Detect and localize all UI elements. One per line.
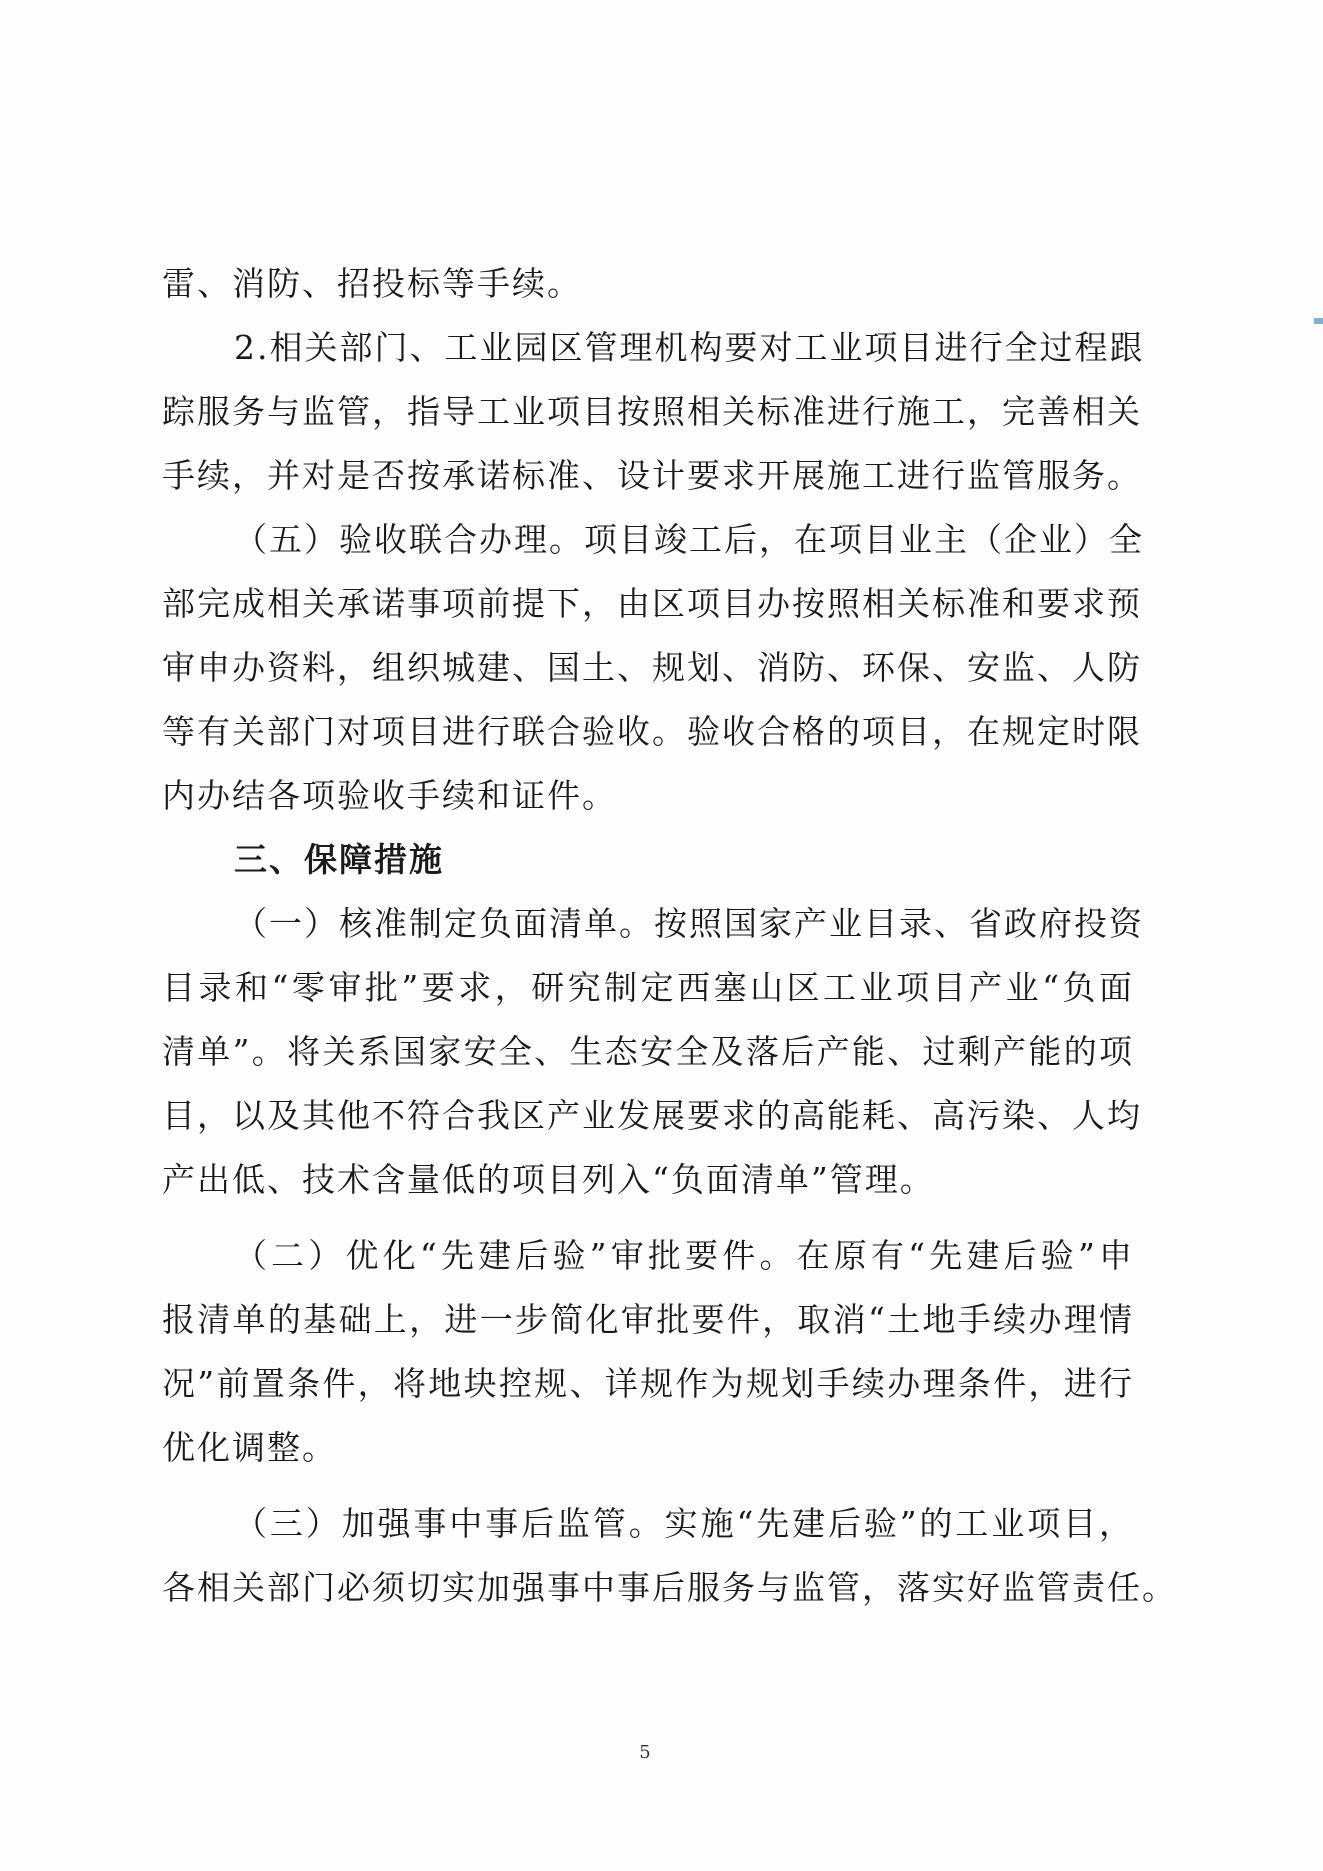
paragraph-line: 报清单的基础上，进一步简化审批要件，取消“土地手续办理情 — [162, 1300, 1134, 1339]
paragraph-line: 各相关部门必须切实加强事中事后服务与监管，落实好监管责任。 — [162, 1568, 1177, 1607]
paragraph-line: 优化调整。 — [162, 1428, 337, 1467]
section-heading: 三、保障措施 — [234, 840, 444, 879]
paragraph-line: 审申办资料，组织城建、国土、规划、消防、环保、安监、人防 — [162, 648, 1142, 687]
scan-edge-mark — [1314, 318, 1323, 324]
paragraph-gap — [162, 1212, 1134, 1224]
paragraph-line: 手续，并对是否按承诺标准、设计要求开展施工进行监管服务。 — [162, 456, 1142, 495]
paragraph-line: 清单”。将关系国家安全、生态安全及落后产能、过剩产能的项 — [162, 1032, 1134, 1071]
paragraph-line: 况”前置条件，将地块控规、详规作为规划手续办理条件，进行 — [162, 1364, 1134, 1403]
paragraph-line: 目，以及其他不符合我区产业发展要求的高能耗、高污染、人均 — [162, 1096, 1142, 1135]
paragraph-gap — [162, 1480, 1134, 1492]
page-number: 5 — [639, 1742, 651, 1763]
paragraph-line: 雷、消防、招投标等手续。 — [162, 264, 582, 303]
paragraph-line: 内办结各项验收手续和证件。 — [162, 776, 617, 815]
paragraph-line: 踪服务与监管，指导工业项目按照相关标准进行施工，完善相关 — [162, 392, 1142, 431]
paragraph-line: 目录和“零审批”要求，研究制定西塞山区工业项目产业“负面 — [162, 968, 1134, 1007]
paragraph-line: （二）优化“先建后验”审批要件。在原有“先建后验”申 — [234, 1236, 1134, 1275]
paragraph-line: 产出低、技术含量低的项目列入“负面清单”管理。 — [162, 1160, 935, 1199]
paragraph-line: （三）加强事中事后监管。实施“先建后验”的工业项目， — [234, 1504, 1134, 1543]
paragraph-line: 等有关部门对项目进行联合验收。验收合格的项目，在规定时限 — [162, 712, 1142, 751]
document-body — [162, 252, 1177, 1620]
paragraph-line: 2.相关部门、工业园区管理机构要对工业项目进行全过程跟 — [234, 328, 1145, 367]
paragraph-line: （五）验收联合办理。项目竣工后，在项目业主（企业）全 — [234, 520, 1144, 559]
paragraph-line: 部完成相关承诺事项前提下，由区项目办按照相关标准和要求预 — [162, 584, 1142, 623]
paragraph-line: （一）核准制定负面清单。按照国家产业目录、省政府投资 — [234, 904, 1144, 943]
